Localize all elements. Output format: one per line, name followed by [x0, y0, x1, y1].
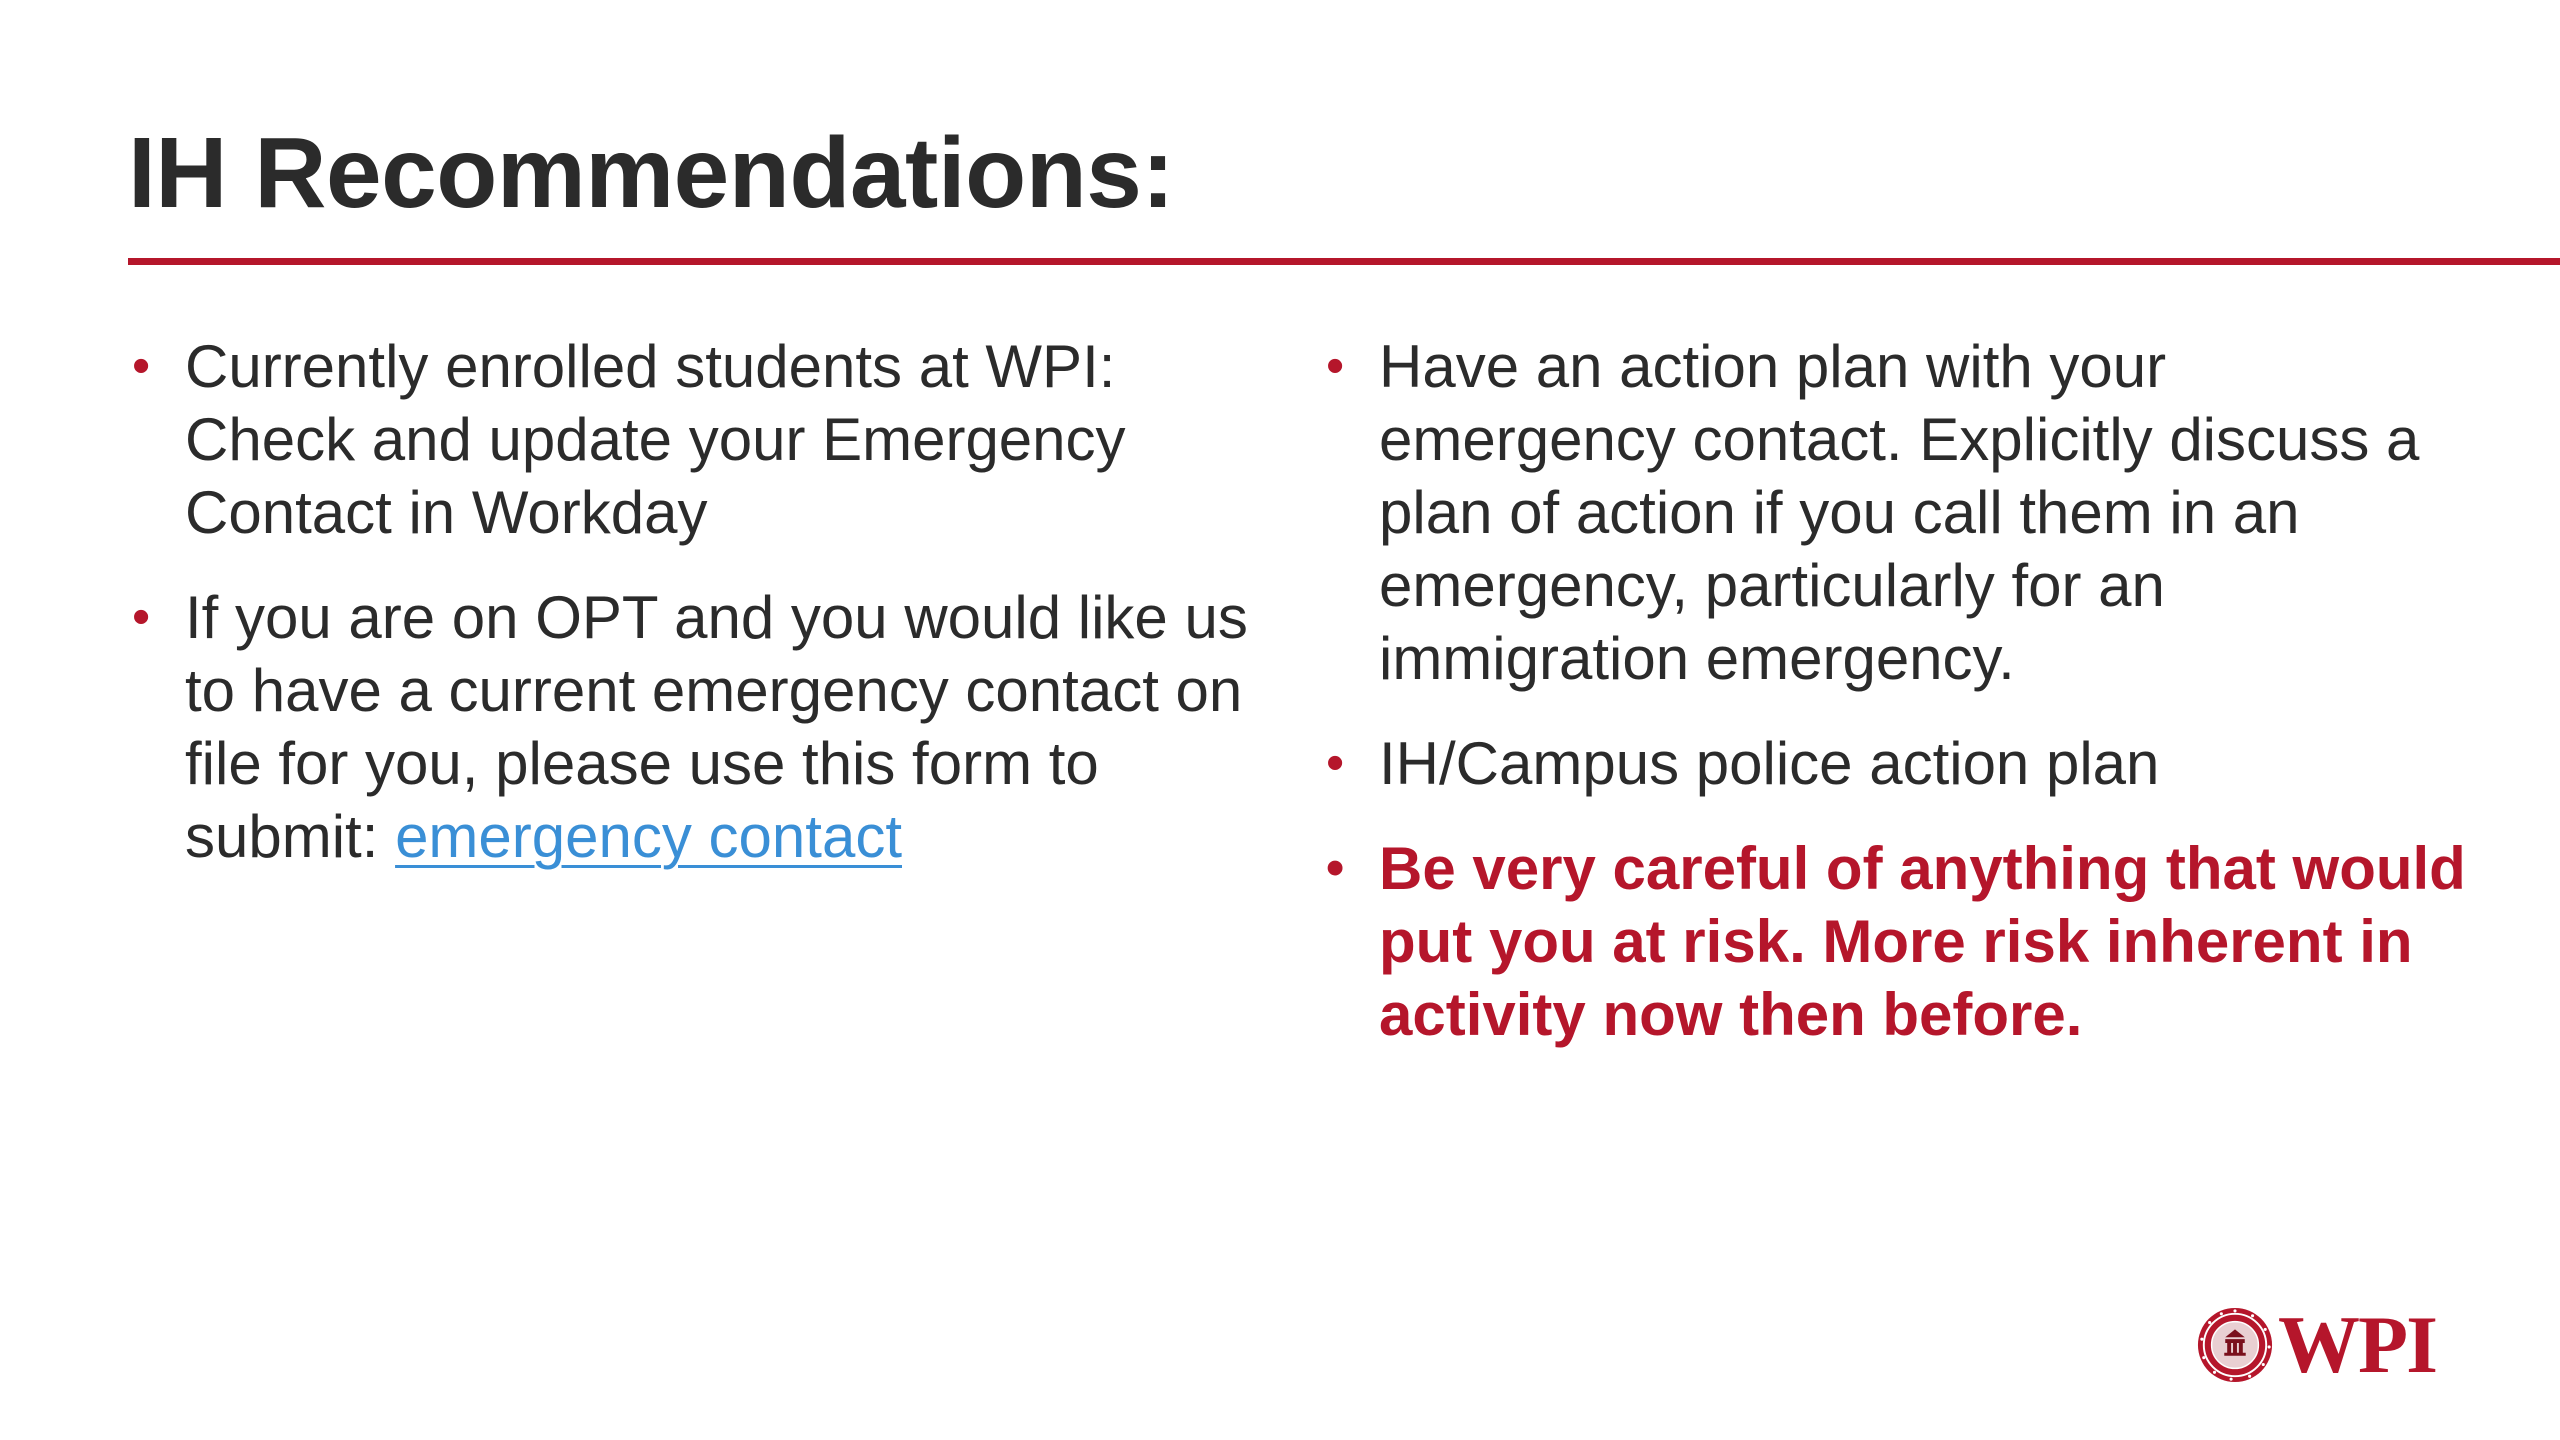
wpi-logo	[2196, 1299, 2436, 1390]
bullet-item	[1322, 330, 2472, 695]
title-divider	[128, 258, 2560, 265]
left-column	[128, 330, 1258, 905]
bullet-dot-icon: •	[1326, 839, 1345, 897]
bullet-dot-icon: •	[1326, 734, 1345, 792]
emergency-contact-link[interactable]: emergency contact	[395, 803, 902, 870]
bullet-item	[128, 581, 1258, 873]
bullet-item-warning	[1322, 832, 2472, 1051]
bullet-item	[128, 330, 1258, 549]
bullet-text: Currently enrolled students at WPI: Check and update your Emergency Contact in Workday	[185, 333, 1126, 546]
left-bullet-list	[128, 330, 1258, 873]
bullet-text: If you are on OPT and you would like us to have a current emergency contact on file for you, please use this form to submit:	[185, 584, 1248, 870]
bullet-item	[1322, 727, 2472, 800]
right-column	[1322, 330, 2472, 1083]
bullet-dot-icon: •	[132, 337, 151, 395]
slide-title: IH Recommendations:	[128, 117, 1175, 229]
bullet-text: IH/Campus police action plan	[1379, 730, 2160, 797]
university-seal-icon	[2196, 1306, 2274, 1384]
bullet-dot-icon: •	[132, 588, 151, 646]
bullet-text: Be very careful of anything that would put you at risk. More risk inherent in activity now then before.	[1379, 835, 2466, 1048]
bullet-text: Have an action plan with your emergency contact. Explicitly discuss a plan of action if you call them in an emergency, particularly for an immigration emergency.	[1379, 333, 2420, 692]
logo-wordmark: WPI	[2278, 1299, 2436, 1390]
bullet-dot-icon: •	[1326, 337, 1345, 395]
right-bullet-list	[1322, 330, 2472, 1051]
